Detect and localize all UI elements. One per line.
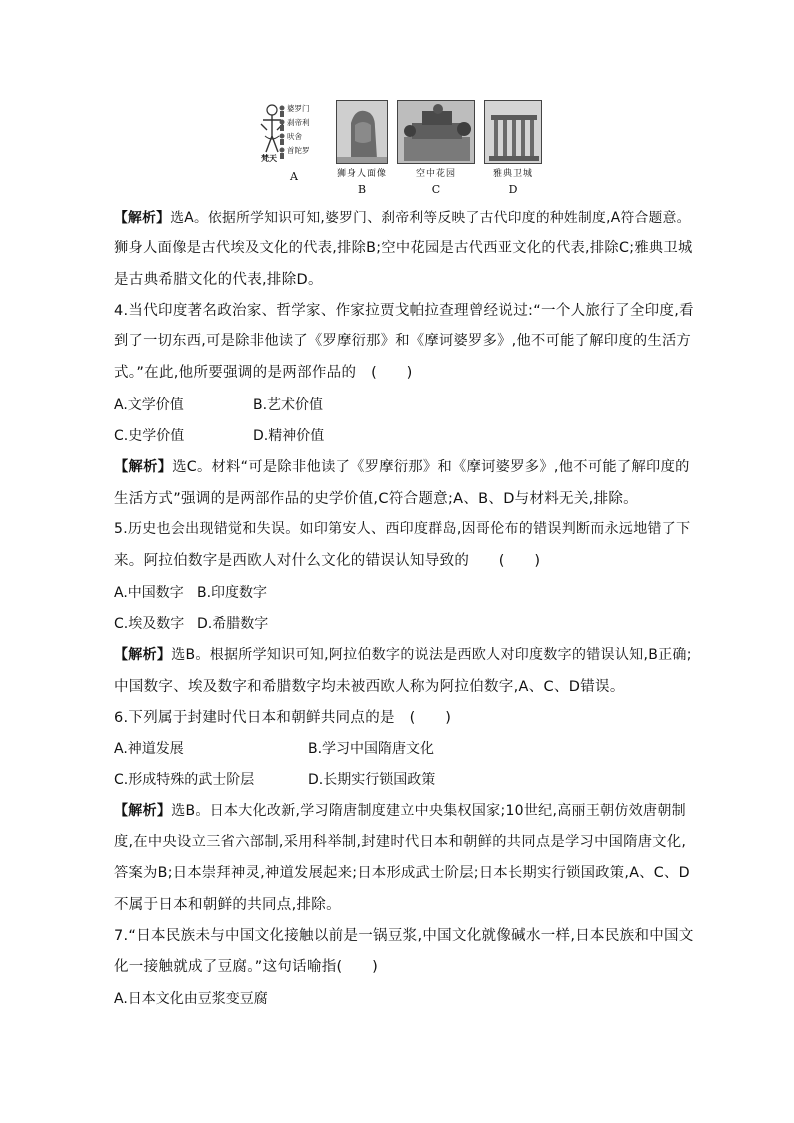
caste-figures-icon [275,104,289,162]
figure-caption: 雅典卫城 [492,169,533,179]
figure-b [336,100,388,196]
analysis-line: 狮身人面像是古代埃及文化的代表,排除B;空中花园是古代西亚文化的代表,排除C;雅典卫城 [114,240,693,256]
caste-labels [287,102,310,158]
caste-label: 婆罗门 [287,104,310,113]
question-line: 来。阿拉伯数字是西欧人对什么文化的错误认知导致的 ( ) [114,553,541,569]
analysis-line [114,800,686,820]
option-a: A.神道发展 [114,741,184,757]
question-line: 化一接触就成了豆腐。”这句话喻指( ) [114,959,379,975]
option-b: B.印度数字 [197,585,268,601]
hanging-gardens-photo [397,100,475,164]
option-c: C.埃及数字 [114,616,185,632]
figure-c [397,100,475,196]
hanging-gardens-icon [398,101,475,164]
analysis-line: 是古典希腊文化的代表,排除D。 [114,272,323,288]
analysis-text: 选A。依据所学知识可知,婆罗门、刹帝利等反映了古代印度的种姓制度,A符合题意。 [170,210,691,226]
option-a: A.文学价值 [114,397,184,413]
analysis-tag: 【解析】 [114,459,173,475]
option-b: B.学习中国隋唐文化 [308,741,435,757]
option-a: A.日本文化由豆浆变豆腐 [114,991,268,1007]
analysis-line [114,644,692,664]
acropolis-icon [485,101,542,164]
question-line: 6.下列属于封建时代日本和朝鲜共同点的是 ( ) [114,710,452,726]
option-c: C.形成特殊的武士阶层 [114,772,255,788]
analysis-line: 答案为B;日本崇拜神灵,神道发展起来;日本形成武士阶层;日本长期实行锁国政策,A、C、D [114,865,690,881]
question-line: 式。”在此,他所要强调的是两部作品的 ( ) [114,365,413,381]
analysis-tag: 【解析】 [114,803,172,819]
figure-letter: B [357,183,367,196]
question-line: 5.历史也会出现错觉和失误。如印第安人、西印度群岛,因哥伦布的错误判断而永远地错了下 [114,521,691,537]
option-b: B.艺术价值 [253,397,324,413]
deity-label: 梵天 [261,154,277,163]
analysis-tag: 【解析】 [114,647,172,663]
analysis-line [114,206,691,226]
caste-label: 刹帝利 [287,118,310,127]
acropolis-photo [484,100,542,164]
sphinx-photo [336,100,388,164]
analysis-tag: 【解析】 [114,210,171,226]
sphinx-icon [337,101,388,164]
image-figure-strip [253,100,553,198]
option-c: C.史学价值 [114,428,185,444]
question-line: 7.“日本民族未与中国文化接触以前是一锅豆浆,中国文化就像碱水一样,日本民族和中国文 [114,928,694,944]
analysis-line [114,456,690,476]
option-d: D.长期实行锁国政策 [308,772,436,788]
figure-letter: C [431,183,441,196]
figure-letter: A [290,170,298,183]
analysis-line: 生活方式”强调的是两部作品的史学价值,C符合题意;A、B、D与材料无关,排除。 [114,491,638,507]
caste-label: 吠舍 [287,132,302,141]
figure-caption: 狮身人面像 [336,169,387,179]
question-line: 4.当代印度著名政治家、哲学家、作家拉贾戈帕拉查理曾经说过:“一个人旅行了全印度,看 [114,303,694,319]
option-d: D.精神价值 [253,428,325,444]
analysis-line: 度,在中央设立三省六部制,采用科举制,封建时代日本和朝鲜的共同点是学习中国隋唐文化, [114,834,687,850]
analysis-line: 不属于日本和朝鲜的共同点,排除。 [114,897,341,913]
caste-illustration [253,100,335,166]
analysis-text: 选B。根据所学知识可知,阿拉伯数字的说法是西欧人对印度数字的错误认知,B正确; [171,647,692,663]
figure-caption: 空中花园 [415,169,456,179]
option-d: D.希腊数字 [197,616,269,632]
option-a: A.中国数字 [114,585,184,601]
caste-label: 首陀罗 [287,146,310,155]
analysis-text: 选C。材料“可是除非他读了《罗摩衍那》和《摩诃婆罗多》,他不可能了解印度的 [172,459,690,475]
analysis-line: 中国数字、埃及数字和希腊数字均未被西欧人称为阿拉伯数字,A、C、D错误。 [114,679,625,695]
question-line: 到了一切东西,可是除非他读了《罗摩衍那》和《摩诃婆罗多》,他不可能了解印度的生活方 [114,333,692,349]
figure-letter: D [508,183,518,196]
figure-d [484,100,542,196]
analysis-text: 选B。日本大化改新,学习隋唐制度建立中央集权国家;10世纪,高丽王朝仿效唐朝制 [171,803,686,819]
figure-a [253,100,335,183]
